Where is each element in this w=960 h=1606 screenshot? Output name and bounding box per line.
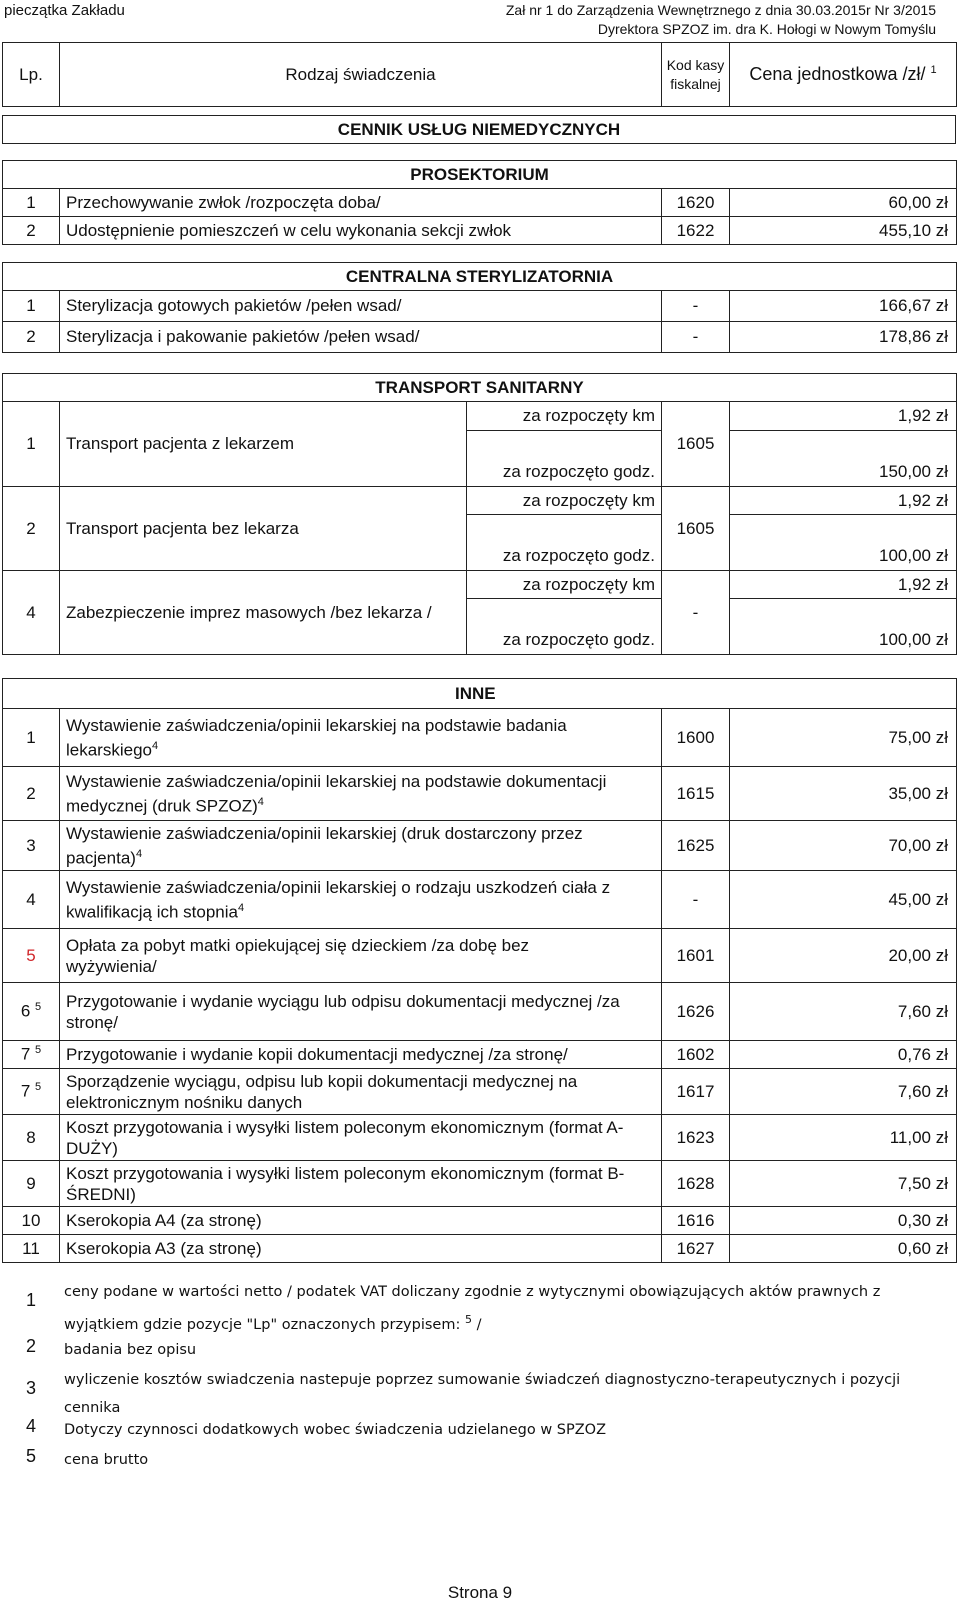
row-code: 1622 bbox=[662, 217, 730, 245]
row-code: 1623 bbox=[662, 1115, 730, 1161]
footnote-line-1: badania bez opisu bbox=[64, 1342, 197, 1358]
row-code: 1626 bbox=[662, 983, 730, 1041]
row-price: 20,00 zł bbox=[730, 929, 957, 983]
row-lp: 2 bbox=[3, 217, 60, 245]
row-price: 70,00 zł bbox=[730, 821, 957, 871]
row-service-line-2 bbox=[66, 844, 655, 869]
row-service: Zabezpieczenie imprez masowych /bez lekarza / bbox=[60, 571, 467, 655]
main-title: CENNIK USŁUG NIEMEDYCZNYCH bbox=[3, 116, 956, 144]
column-price-label: Cena jednostkowa /zł/ bbox=[749, 64, 926, 84]
row-service bbox=[60, 1115, 662, 1161]
row-code: - bbox=[662, 322, 730, 353]
row-code: 1600 bbox=[662, 709, 730, 767]
row-service bbox=[60, 983, 662, 1041]
table-row bbox=[3, 1235, 957, 1263]
row-service bbox=[60, 1161, 662, 1207]
row-service bbox=[60, 1041, 662, 1069]
table-row bbox=[3, 1161, 957, 1207]
row-lp-number: 4 bbox=[26, 889, 36, 909]
row-lp: 2 bbox=[3, 322, 60, 353]
table-row bbox=[3, 217, 957, 245]
column-service: Rodzaj świadczenia bbox=[60, 43, 662, 107]
row-service: Transport pacjenta z lekarzem bbox=[60, 402, 467, 487]
row-service-line-1: Koszt przygotowania i wysyłki listem poleconym ekonomicznym (format B- bbox=[66, 1163, 625, 1183]
footnote-number: 3 bbox=[26, 1378, 37, 1398]
row-service bbox=[60, 821, 662, 871]
row-service-line-2-text: stronę/ bbox=[66, 1012, 118, 1032]
row-unit-hour: za rozpoczęto godz. bbox=[467, 627, 662, 655]
row-service bbox=[60, 709, 662, 767]
table-row bbox=[3, 322, 957, 353]
footnote-line-2-text: cennika bbox=[64, 1400, 121, 1416]
row-lp bbox=[3, 1235, 60, 1263]
footnote-text bbox=[64, 1278, 944, 1339]
row-service-line-1: Opłata za pobyt matki opiekującej się dzieckiem /za dobę bez bbox=[66, 935, 530, 955]
table-row bbox=[3, 1069, 957, 1115]
section-inne bbox=[2, 678, 957, 1263]
row-lp-number: 3 bbox=[26, 835, 36, 855]
section-title-sterylizatornia: CENTRALNA STERYLIZATORNIA bbox=[3, 263, 957, 291]
row-service-line-2-text: kwalifikacją ich stopnia bbox=[66, 902, 238, 922]
footnote-number: 4 bbox=[26, 1416, 37, 1436]
row-lp-number: 11 bbox=[22, 1238, 40, 1258]
row-price: 11,00 zł bbox=[730, 1115, 957, 1161]
row-lp-number: 7 bbox=[20, 1044, 31, 1064]
row-unit-km: za rozpoczęty km bbox=[467, 487, 662, 515]
row-service: Przechowywanie zwłok /rozpoczęta doba/ bbox=[60, 189, 662, 217]
row-service bbox=[60, 929, 662, 983]
row-service-line-2-text: lekarskiego bbox=[66, 740, 152, 760]
section-title-inne: INNE bbox=[3, 679, 957, 709]
row-service-line-1: Koszt przygotowania i wysyłki listem poleconym ekonomicznym (format A- bbox=[66, 1117, 624, 1137]
row-price: 0,30 zł bbox=[730, 1207, 957, 1235]
row-service bbox=[60, 1069, 662, 1115]
row-lp bbox=[3, 1069, 60, 1115]
row-lp-number: 8 bbox=[26, 1127, 36, 1147]
footnote-line-1: ceny podane w wartości netto / podatek VAT doliczany zgodnie z wytycznymi obowiązujących aktów prawnych z bbox=[64, 1284, 881, 1300]
row-price: 35,00 zł bbox=[730, 767, 957, 821]
row-service-line-2 bbox=[66, 792, 655, 817]
row-service-line-1: Wystawienie zaświadczenia/opinii lekarskiej na podstawie dokumentacji bbox=[66, 771, 607, 791]
footnote-number: 1 bbox=[26, 1290, 37, 1310]
footnote-text bbox=[64, 1336, 944, 1364]
row-lp-number: 2 bbox=[26, 783, 36, 803]
column-code bbox=[662, 43, 730, 107]
row-lp: 4 bbox=[3, 571, 60, 655]
row-code: 1625 bbox=[662, 821, 730, 871]
row-lp-footnote: 5 bbox=[35, 1081, 42, 1094]
row-lp bbox=[3, 1161, 60, 1207]
row-service-line-1: Sporządzenie wyciągu, odpisu lub kopii dokumentacji medycznej na bbox=[66, 1071, 578, 1091]
section-title-prosektorium: PROSEKTORIUM bbox=[3, 161, 957, 189]
row-service-line-2 bbox=[66, 898, 655, 923]
table-row bbox=[3, 571, 957, 599]
row-service: Udostępnienie pomieszczeń w celu wykonania sekcji zwłok bbox=[60, 217, 662, 245]
footnote-line-2-text: wyjątkiem gdzie pozycje "Lp" oznaczonych przypisem: bbox=[64, 1316, 461, 1333]
row-lp bbox=[3, 983, 60, 1041]
column-lp: Lp. bbox=[3, 43, 60, 107]
table-row bbox=[3, 291, 957, 322]
row-price: 7,60 zł bbox=[730, 1069, 957, 1115]
row-lp bbox=[3, 821, 60, 871]
table-row bbox=[3, 767, 957, 821]
row-unit-km: za rozpoczęty km bbox=[467, 402, 662, 431]
row-lp: 1 bbox=[3, 402, 60, 487]
row-service: Sterylizacja gotowych pakietów /pełen wsad/ bbox=[60, 291, 662, 322]
row-service-line-2-text: elektronicznym nośniku danych bbox=[66, 1092, 303, 1112]
row-service-line-2 bbox=[66, 1092, 655, 1113]
row-service-line-1: Kserokopia A4 (za stronę) bbox=[66, 1210, 262, 1230]
row-code: 1627 bbox=[662, 1235, 730, 1263]
footnote-line-1: wyliczenie kosztów swiadczenia nastepuje poprzez sumowanie świadczeń diagnostyczno-terapeutycznych i pozycji bbox=[64, 1372, 901, 1388]
row-service-footnote: 4 bbox=[237, 901, 245, 914]
column-code-line-1: Kod kasy bbox=[666, 56, 725, 73]
table-row bbox=[3, 1207, 957, 1235]
row-service-line-1: Przygotowanie i wydanie kopii dokumentacji medycznej /za stronę/ bbox=[66, 1044, 568, 1064]
row-code: 1615 bbox=[662, 767, 730, 821]
row-service-line-2 bbox=[66, 736, 655, 761]
row-lp: 1 bbox=[3, 189, 60, 217]
document-reference bbox=[506, 1, 936, 39]
table-row bbox=[3, 821, 957, 871]
footnote-number: 5 bbox=[26, 1446, 37, 1466]
row-service-line-2-text: pacjenta) bbox=[66, 848, 136, 868]
footnote-sup: 5 bbox=[464, 1313, 472, 1326]
table-row bbox=[3, 929, 957, 983]
row-code: 1601 bbox=[662, 929, 730, 983]
row-service: Sterylizacja i pakowanie pakietów /pełen wsad/ bbox=[60, 322, 662, 353]
table-row bbox=[3, 871, 957, 929]
row-price-km: 1,92 zł bbox=[730, 487, 957, 515]
row-unit-hour: za rozpoczęto godz. bbox=[467, 459, 662, 487]
table-row bbox=[3, 487, 957, 515]
row-service bbox=[60, 767, 662, 821]
row-service-footnote: 4 bbox=[135, 847, 143, 860]
footnote-line-2 bbox=[64, 1306, 944, 1339]
row-price: 455,10 zł bbox=[730, 217, 957, 245]
row-lp bbox=[3, 1041, 60, 1069]
row-code: 1602 bbox=[662, 1041, 730, 1069]
row-unit-km: za rozpoczęty km bbox=[467, 571, 662, 599]
row-code: 1628 bbox=[662, 1161, 730, 1207]
page-number: Strona 9 bbox=[447, 1583, 513, 1602]
footnote-text bbox=[64, 1446, 944, 1474]
row-service-line-1: Kserokopia A3 (za stronę) bbox=[66, 1238, 262, 1258]
row-lp bbox=[3, 1115, 60, 1161]
row-service-line-2-text: medycznej (druk SPZOZ) bbox=[66, 796, 258, 816]
column-header-table bbox=[2, 42, 957, 107]
reference-line-1: Zał nr 1 do Zarządzenia Wewnętrznego z dnia 30.03.2015r Nr 3/2015 bbox=[505, 2, 936, 18]
table-row bbox=[3, 983, 957, 1041]
row-lp-number: 6 bbox=[20, 1001, 31, 1021]
row-lp bbox=[3, 1207, 60, 1235]
row-service-line-2 bbox=[66, 956, 655, 977]
table-row bbox=[3, 1115, 957, 1161]
row-service-line-2 bbox=[66, 1012, 655, 1033]
footnote-line-1: cena brutto bbox=[64, 1452, 149, 1468]
column-code-line-2: fiskalnej bbox=[670, 75, 721, 92]
row-code: - bbox=[662, 571, 730, 655]
table-row bbox=[3, 1041, 957, 1069]
reference-line-2: Dyrektora SPZOZ im. dra K. Hołogi w Nowym Tomyślu bbox=[597, 21, 936, 37]
row-lp: 1 bbox=[3, 291, 60, 322]
row-service-line-1: Wystawienie zaświadczenia/opinii lekarskiej na podstawie badania bbox=[66, 715, 567, 735]
footnote-line-1: Dotyczy czynnosci dodatkowych wobec świadczenia udzielanego w SPZOZ bbox=[64, 1422, 607, 1438]
row-price: 75,00 zł bbox=[730, 709, 957, 767]
row-lp: 2 bbox=[3, 487, 60, 571]
row-price: 7,60 zł bbox=[730, 983, 957, 1041]
row-lp-number: 10 bbox=[21, 1210, 41, 1230]
row-service-line-1: Przygotowanie i wydanie wyciągu lub odpisu dokumentacji medycznej /za bbox=[66, 991, 620, 1011]
row-price: 0,60 zł bbox=[730, 1235, 957, 1263]
row-lp bbox=[3, 929, 60, 983]
row-lp-footnote: 5 bbox=[35, 1001, 42, 1014]
row-code: - bbox=[662, 291, 730, 322]
row-unit-hour: za rozpoczęto godz. bbox=[467, 543, 662, 571]
section-transport bbox=[2, 373, 957, 655]
row-code: 1620 bbox=[662, 189, 730, 217]
row-service-line-1: Wystawienie zaświadczenia/opinii lekarskiej o rodzaju uszkodzeń ciała z bbox=[66, 877, 611, 897]
row-service: Transport pacjenta bez lekarza bbox=[60, 487, 467, 571]
row-lp bbox=[3, 871, 60, 929]
row-service bbox=[60, 871, 662, 929]
row-price-hour: 100,00 zł bbox=[730, 543, 957, 571]
row-price: 0,76 zł bbox=[730, 1041, 957, 1069]
row-code: 1616 bbox=[662, 1207, 730, 1235]
row-lp-number: 5 bbox=[26, 945, 36, 965]
row-price: 60,00 zł bbox=[730, 189, 957, 217]
row-service-footnote: 4 bbox=[152, 739, 159, 752]
row-price-km: 1,92 zł bbox=[730, 402, 957, 431]
stamp-label: pieczątka Zakładu bbox=[4, 2, 125, 19]
row-price-hour: 150,00 zł bbox=[730, 459, 957, 487]
row-price: 7,50 zł bbox=[730, 1161, 957, 1207]
table-row bbox=[3, 709, 957, 767]
section-prosektorium bbox=[2, 160, 957, 245]
row-service-footnote: 4 bbox=[257, 795, 264, 808]
row-service bbox=[60, 1207, 662, 1235]
row-lp-number: 9 bbox=[26, 1173, 36, 1193]
row-lp-number: 7 bbox=[20, 1081, 31, 1101]
row-lp bbox=[3, 767, 60, 821]
row-service-line-2-text: wyżywienia/ bbox=[66, 956, 157, 976]
row-price: 178,86 zł bbox=[730, 322, 957, 353]
row-lp-footnote: 5 bbox=[35, 1044, 42, 1057]
row-service-line-2 bbox=[66, 1138, 655, 1159]
section-title-transport: TRANSPORT SANITARNY bbox=[3, 374, 957, 402]
row-service bbox=[60, 1235, 662, 1263]
footnote-number: 2 bbox=[26, 1336, 37, 1356]
row-code: 1617 bbox=[662, 1069, 730, 1115]
footnote-text bbox=[64, 1366, 944, 1422]
row-lp-number: 1 bbox=[26, 727, 36, 747]
row-price-hour: 100,00 zł bbox=[730, 627, 957, 655]
table-row bbox=[3, 402, 957, 431]
row-price: 45,00 zł bbox=[730, 871, 957, 929]
row-lp bbox=[3, 709, 60, 767]
row-service-line-2-text: DUŻY) bbox=[66, 1138, 118, 1158]
row-code: 1605 bbox=[662, 402, 730, 487]
row-service-line-1: Wystawienie zaświadczenia/opinii lekarskiej (druk dostarczony przez bbox=[66, 823, 583, 843]
row-price: 166,67 zł bbox=[730, 291, 957, 322]
footnote-text bbox=[64, 1416, 944, 1444]
row-code: 1605 bbox=[662, 487, 730, 571]
footnote-tail: / bbox=[471, 1316, 482, 1333]
table-row bbox=[3, 189, 957, 217]
row-code: - bbox=[662, 871, 730, 929]
section-sterylizatornia bbox=[2, 262, 957, 353]
row-service-line-2-text: ŚREDNI) bbox=[66, 1184, 136, 1204]
row-price-km: 1,92 zł bbox=[730, 571, 957, 599]
row-service-line-2 bbox=[66, 1184, 655, 1205]
main-title-table bbox=[2, 115, 956, 144]
column-price-footnote: 1 bbox=[930, 64, 937, 76]
column-price bbox=[730, 43, 957, 107]
